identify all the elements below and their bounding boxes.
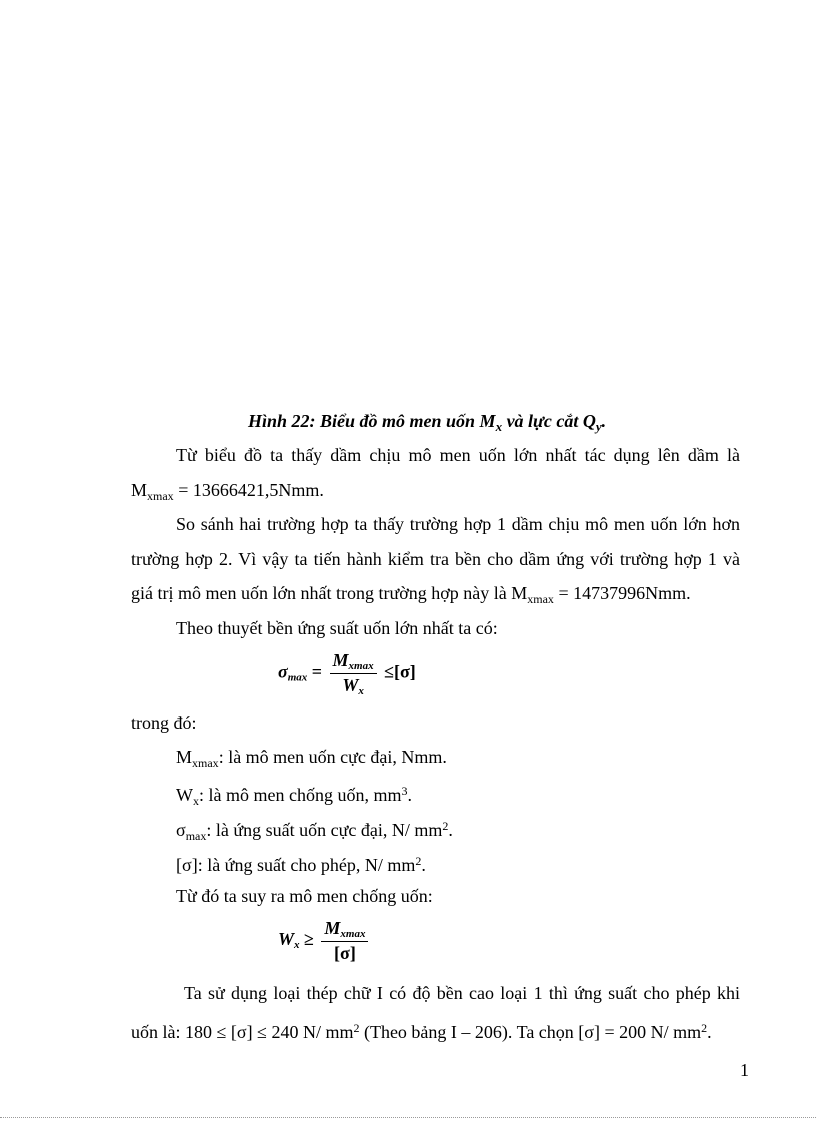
fraction-m-over-w: $\frac{M_{xmax}}{W_x}$ bbox=[330, 650, 377, 697]
definition-mxmax: $M_{xmax}$: là mô men uốn cực đại, Nmm. bbox=[176, 747, 447, 770]
paragraph-4: Từ đó ta suy ra mô men chống uốn: bbox=[176, 886, 433, 906]
paragraph-1-line-1: Từ biểu đồ ta thấy dầm chịu mô men uốn lớn nhất tác dụng lên dầm là bbox=[176, 445, 740, 465]
figure-caption: Hình 22: Biểu đồ mô men uốn $M_x$ và lực cắt $Q_y$. bbox=[248, 411, 607, 434]
definition-allowable-stress: [σ]: là ứng suất cho phép, N/ $mm^2$. bbox=[176, 854, 426, 875]
formula-stress-condition: $\sigma_{max}$ = $\frac{M_{xmax}}{W_x}$ ≤[σ] bbox=[278, 650, 416, 697]
footer-divider bbox=[0, 1117, 816, 1118]
where-label: trong đó: bbox=[131, 713, 197, 733]
paragraph-2-line-2: trường hợp 2. Vì vậy ta tiến hành kiểm tra bền cho dầm ứng với trường hợp 1 và bbox=[131, 549, 740, 569]
paragraph-2-line-3: giá trị mô men uốn lớn nhất trong trường hợp này là $M_{xmax} = 14737996Nmm$. bbox=[131, 583, 691, 606]
definition-wx: $W_x$: là mô men chống uốn, $mm^3$. bbox=[176, 784, 412, 808]
formula-section-modulus: $W_x$ ≥ $\frac{M_{xmax}}{[\sigma]}$ bbox=[278, 918, 371, 964]
paragraph-3: Theo thuyết bền ứng suất uốn lớn nhất ta có: bbox=[176, 618, 498, 638]
definition-sigma-max: $\sigma_{max}$: là ứng suất uốn cực đại, N/ $mm^2$. bbox=[176, 819, 453, 843]
paragraph-5-line-1: Ta sử dụng loại thép chữ I có độ bền cao loại 1 thì ứng suất cho phép khi bbox=[184, 983, 740, 1003]
paragraph-2-line-1: So sánh hai trường hợp ta thấy trường hợp 1 dầm chịu mô men uốn lớn hơn bbox=[176, 514, 740, 534]
fraction-m-over-sigma: $\frac{M_{xmax}}{[\sigma]}$ bbox=[321, 918, 368, 964]
page-number: 1 bbox=[740, 1060, 749, 1080]
paragraph-5-line-2: uốn là: 180 ≤ [σ] ≤ 240 N/ $mm^2$ (Theo bảng I – 206). Ta chọn [σ] = 200 N/ $mm^2$. bbox=[131, 1021, 712, 1042]
paragraph-1-line-2: $M_{xmax} = 13666421,5Nmm$. bbox=[131, 480, 324, 503]
